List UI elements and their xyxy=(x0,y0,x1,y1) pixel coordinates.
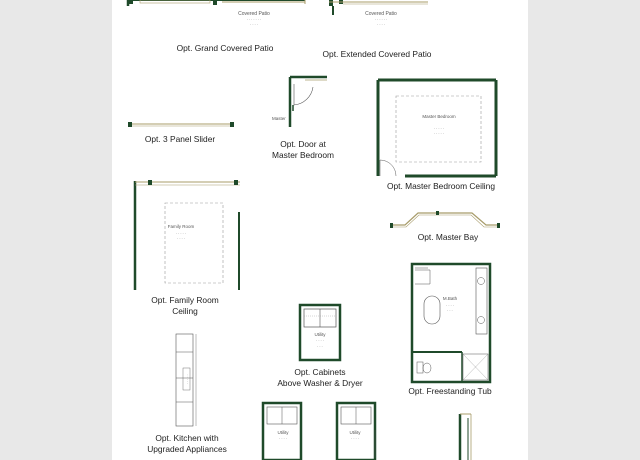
caption-master-bedroom-ceiling: Opt. Master Bedroom Ceiling xyxy=(387,181,495,191)
door-master-bedroom-drawing xyxy=(290,77,327,127)
dimension-text: · · · · xyxy=(446,304,454,308)
room-label-covered-patio-2: Covered Patio xyxy=(365,11,397,17)
dimension-text: · · · · · xyxy=(434,132,444,136)
room-label-utility-2: Utility xyxy=(277,430,289,435)
dimension-text: · · · · · · xyxy=(375,18,387,22)
dimension-text: · · · · xyxy=(377,23,385,27)
family-room-ceiling-drawing xyxy=(135,180,240,290)
svg-text:· · · · ·: · · · · · xyxy=(186,374,190,384)
dimension-text: · · · · xyxy=(177,237,185,241)
dimension-text: · · · · · xyxy=(176,232,186,236)
room-label-utility-3: Utility xyxy=(349,430,361,435)
room-label-m-bath: M.Bath xyxy=(442,296,458,301)
master-bay-drawing xyxy=(390,211,500,228)
freestanding-tub-drawing xyxy=(412,264,490,382)
dimension-text: · · · · · · · xyxy=(247,18,261,22)
caption-family-room-ceiling: Opt. Family Room Ceiling xyxy=(151,295,219,316)
room-label-master-bedroom: Master Bedroom xyxy=(422,114,456,119)
caption-freestanding-tub: Opt. Freestanding Tub xyxy=(408,386,492,396)
kitchen-appliances-drawing xyxy=(176,334,196,426)
caption-master-bay: Opt. Master Bay xyxy=(417,232,479,242)
caption-cabinets-washer-dryer: Opt. Cabinets Above Washer & Dryer xyxy=(277,367,363,388)
three-panel-slider-drawing xyxy=(128,122,234,127)
room-label-covered-patio-1: Covered Patio xyxy=(238,11,270,17)
caption-grand-covered-patio: Opt. Grand Covered Patio xyxy=(176,43,274,53)
dimension-text: · · · · xyxy=(250,23,258,27)
dimension-text: · · · · · xyxy=(434,127,444,131)
room-label-family-room: Family Room xyxy=(167,224,195,229)
caption-extended-covered-patio: Opt. Extended Covered Patio xyxy=(322,49,432,59)
dimension-text: · · · xyxy=(447,309,453,313)
dimension-text: · · · · xyxy=(351,437,359,441)
room-label-master: Master xyxy=(272,116,286,121)
grand-covered-patio-drawing xyxy=(128,0,305,6)
caption-three-panel-slider: Opt. 3 Panel Slider xyxy=(144,134,216,144)
caption-door-master-bedroom: Opt. Door at Master Bedroom xyxy=(272,139,334,160)
caption-kitchen-upgraded-appliances: Opt. Kitchen with Upgraded Appliances xyxy=(147,433,227,454)
dimension-text: · · · · xyxy=(279,437,287,441)
dimension-text: · · · · xyxy=(316,339,324,343)
dimension-text: · · · xyxy=(317,345,323,349)
partial-drawing-bottom-right xyxy=(460,414,471,460)
room-label-utility-1: Utility xyxy=(314,332,326,337)
